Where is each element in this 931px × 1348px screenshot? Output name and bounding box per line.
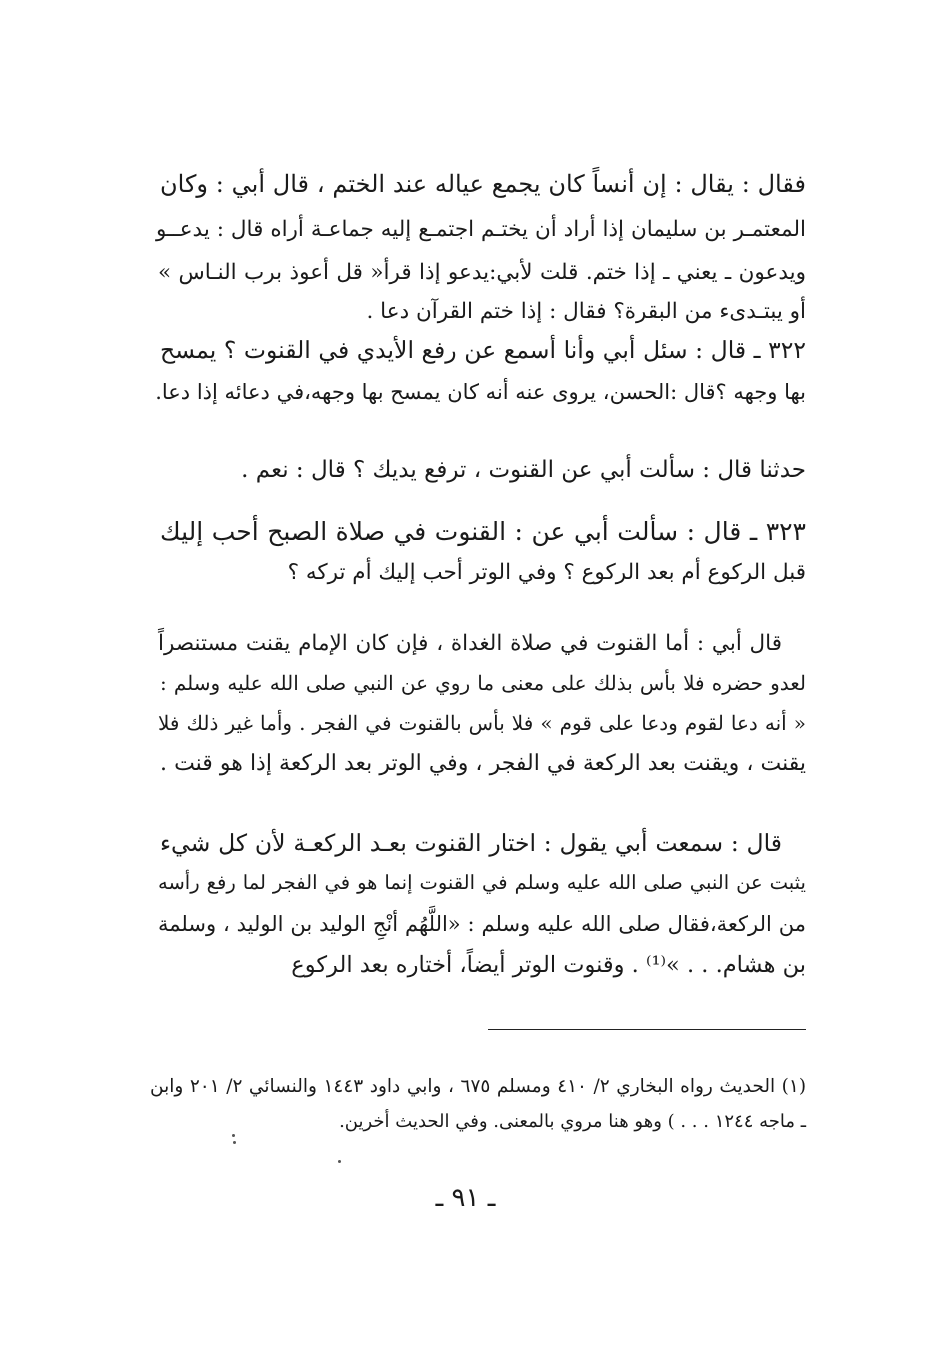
body-line-10: قال أبي : أما القنوت في صلاة الغداة ، فإن كان الإمام يقنت مستنصراً <box>158 631 782 656</box>
body-line-14: قال : سمعت أبي يقول : اختار القنوت بعـد الركعـة لأن كل شيء <box>160 829 782 857</box>
body-line-1: فقال : يقال : إن أنساً كان يجمع عياله عند الختم ، قال أبي : وكان <box>160 170 806 198</box>
footnote-line-1: (١) الحديث رواه البخاري ٢/ ٤١٠ ومسلم ٦٧٥ ، وابي داود ١٤٤٣ والنسائي ٢/ ٢٠١ وابن <box>150 1076 807 1097</box>
footnote-line-2: ـ ماجه ١٢٤٤ . . . ) وهو هنا مروي بالمعنى. وفي الحديث أخرين. <box>339 1111 806 1132</box>
body-line-4: أو يبتـدىء من البقرة؟ فقال : إذا ختم القرآن دعا . <box>366 299 806 324</box>
scan-speck <box>233 1141 236 1144</box>
body-line-5: ٣٢٢ ـ قال : سئل أبي وأنا أسمع عن رفع الأيدي في القنوت ؟ يمسح <box>160 336 806 364</box>
body-line-15: يثبت عن النبي صلى الله عليه وسلم في القنوت إنما هو في الفجر لما رفع رأسه <box>158 871 806 894</box>
body-line-17: بن هشام. . . »⁽¹⁾ . وقنوت الوتر أيضاً، أختاره بعد الركوع <box>291 952 806 978</box>
body-line-16: من الركعة،فقال صلى الله عليه وسلم : «اللَّهُم أنْجِ الوليد بن الوليد ، وسلمة <box>158 912 806 936</box>
body-line-7: حدثنا قال : سألت أبي عن القنوت ، ترفع يديك ؟ قال : نعم . <box>241 457 806 483</box>
body-line-13: يقنت ، ويقنت بعد الركعة في الفجر ، وفي الوتر بعد الركعة إذا هو قنت . <box>160 751 806 776</box>
body-line-12: « أنه دعا لقوم ودعا على قوم » فلا بأس بالقنوت في الفجر . وأما غير ذلك فلا <box>158 711 806 735</box>
body-line-8: ٣٢٣ ـ قال : سألت أبي عن : القنوت في صلاة الصبح أحب إليك <box>160 517 806 546</box>
body-line-3: ويدعون ـ يعني ـ إذا ختم. قلت لأبي:يدعو إذا قرأ« قل أعوذ برب النـاس » <box>158 260 806 285</box>
body-line-11: لعدو حضره فلا بأس بذلك على معنى ما روي عن النبي صلى الله عليه وسلم : <box>160 671 806 695</box>
body-line-9: قبل الركوع أم بعد الركوع ؟ وفي الوتر أحب إليك أم تركه ؟ <box>287 560 806 585</box>
footnote-separator <box>488 1029 806 1030</box>
scan-speck <box>338 1160 341 1163</box>
scan-speck <box>232 1134 235 1137</box>
body-line-2: المعتمـر بن سليمان إذا أراد أن يختـم اجتمـع إليه جماعـة أراه قال : يدعــو <box>156 217 806 242</box>
page-number: ـ ٩١ ـ <box>435 1183 496 1213</box>
body-line-6: بها وجهه ؟قال :الحسن، يروى عنه أنه كان يمسح بها وجهه،في دعائه إذا دعا. <box>155 380 806 404</box>
